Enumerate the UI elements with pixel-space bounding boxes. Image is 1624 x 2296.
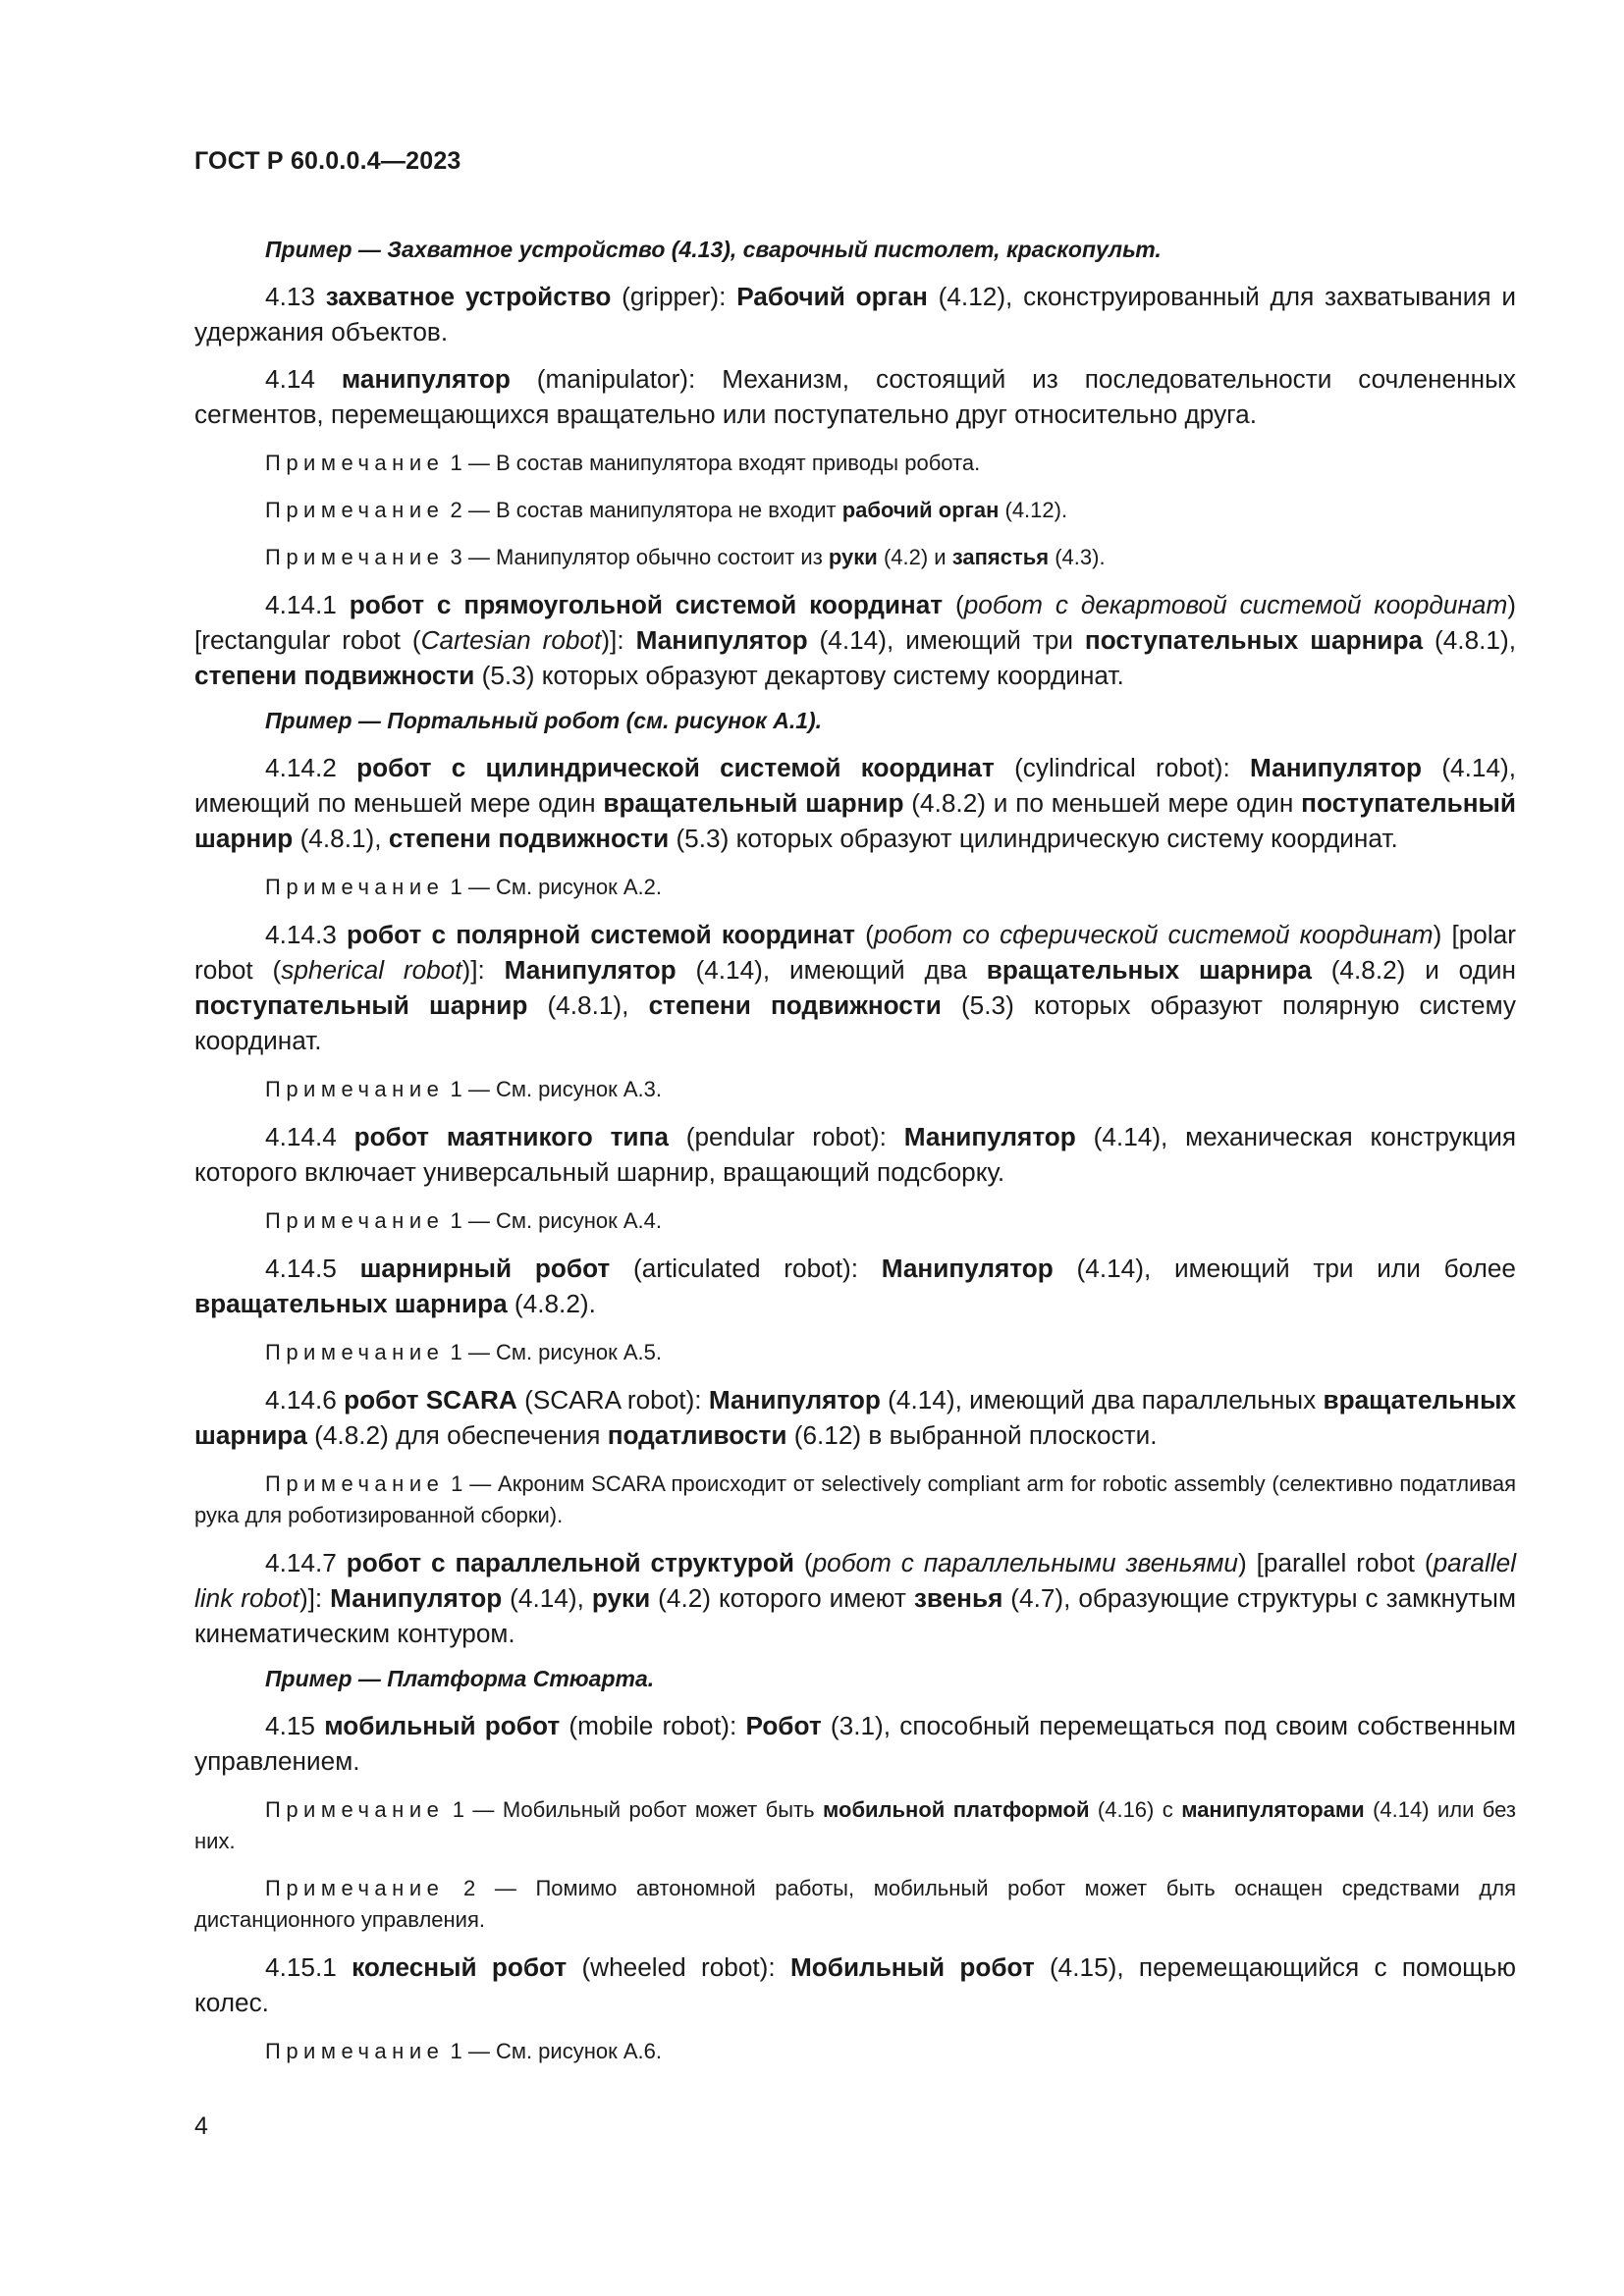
note-4-14-5-1: Примечание 1 — См. рисунок А.5. xyxy=(265,1340,662,1364)
term-4-14-6: 4.14.6 робот SCARA (SCARA robot): Манипулятор (4.14), имеющий два параллельных вращательных шарнира (4.8.2) для обеспечения податливости (6.12) в выбранной плоскости. xyxy=(194,1385,1517,1450)
term-4-15: 4.15 мобильный робот (mobile robot): Робот (3.1), способный перемещаться под своим собственным управлением. xyxy=(194,1711,1516,1776)
page-number: 4 xyxy=(194,2112,208,2140)
term-title: робот с прямоугольной системой координат xyxy=(349,590,944,619)
term-title: мобильный робот xyxy=(324,1711,561,1740)
standard-code-header: ГОСТ Р 60.0.0.4—2023 xyxy=(194,147,461,175)
document-body xyxy=(194,222,1516,2081)
term-title: робот с полярной системой координат xyxy=(346,920,855,949)
note-4-14-3: Примечание 3 — Манипулятор обычно состоит из руки (4.2) и запястья (4.3). xyxy=(265,545,1106,569)
example-4-14-7: Пример — Платформа Стюарта. xyxy=(265,1666,655,1691)
note-4-14-3-1: Примечание 1 — См. рисунок А.3. xyxy=(265,1077,662,1101)
term-title: колесный робот xyxy=(352,1952,568,1982)
note-4-14-6-1: Примечание 1 — Акроним SCARA происходит от selectively compliant arm for robotic assembly (селективно податливая рука для роботизированной сборки). xyxy=(194,1471,1516,1527)
term-title: захватное устройство xyxy=(325,282,612,311)
note-4-15-1-1: Примечание 1 — См. рисунок А.6. xyxy=(265,2039,662,2063)
term-title: робот с цилиндрической системой координат xyxy=(356,753,995,782)
note-4-14-4-1: Примечание 1 — См. рисунок А.4. xyxy=(265,1208,662,1233)
term-4-14-2: 4.14.2 робот с цилиндрической системой координат (cylindrical robot): Манипулятор (4.14), имеющий по меньшей мере один вращательный шарнир (4.8.2) и по меньшей мере один поступательный шарнир (4.8.1), степени подвижности (5.3) которых образуют цилиндрическую систему координат. xyxy=(194,753,1517,853)
term-title: робот SCARA xyxy=(344,1385,517,1415)
term-4-14: 4.14 манипулятор (manipulator): Механизм, состоящий из последовательности сочлененных сегментов, перемещающихся вращательно или поступательно друг относительно друга. xyxy=(194,364,1516,429)
note-4-14-2: Примечание 2 — В состав манипулятора не входит рабочий орган (4.12). xyxy=(265,498,1068,522)
note-4-15-1: Примечание 1 — Мобильный робот может быть мобильной платформой (4.16) с манипуляторами (4.14) или без них. xyxy=(194,1797,1517,1853)
term-4-14-1: 4.14.1 робот с прямоугольной системой координат (робот с декартовой системой координат) [rectangular robot (Cartesian robot)]: Манипулятор (4.14), имеющий три поступательных шарнира (4.8.1), степени подвижности (5.3) которых образуют декартову систему координат. xyxy=(194,590,1516,690)
term-4-14-7: 4.14.7 робот с параллельной структурой (робот с параллельными звеньями) [parallel robot (parallel link robot)]: Манипулятор (4.14), руки (4.2) которого имеют звенья (4.7), образующие структуры с замкнутым кинематическим контуром. xyxy=(194,1548,1517,1648)
term-4-14-3: 4.14.3 робот с полярной системой координат (робот со сферической системой координат) [polar robot (spherical robot)]: Манипулятор (4.14), имеющий два вращательных шарнира (4.8.2) и один поступательный шарнир (4.8.1), степени подвижности (5.3) которых образуют полярную систему координат. xyxy=(194,920,1517,1055)
term-title: робот маятникого типа xyxy=(353,1122,669,1151)
term-title: робот с параллельной структурой xyxy=(346,1548,794,1577)
term-title: шарнирный робот xyxy=(359,1254,611,1283)
note-4-15-2: Примечание 2 — Помимо автономной работы, мобильный робот может быть оснащен средствами для дистанционного управления. xyxy=(194,1876,1516,1932)
term-4-14-4: 4.14.4 робот маятникого типа (pendular robot): Манипулятор (4.14), механическая конструкция которого включает универсальный шарнир, вращающий подсборку. xyxy=(194,1122,1517,1187)
note-4-14-2-1: Примечание 1 — См. рисунок А.2. xyxy=(265,875,662,899)
note-4-14-1: Примечание 1 — В состав манипулятора входят приводы робота. xyxy=(265,451,981,475)
term-title: манипулятор xyxy=(341,364,511,394)
example-4-12: Пример — Захватное устройство (4.13), сварочный пистолет, краскопульт. xyxy=(265,237,1162,262)
term-4-15-1: 4.15.1 колесный робот (wheeled robot): Мобильный робот (4.15), перемещающийся с помощью колес. xyxy=(194,1952,1516,2017)
term-4-14-5: 4.14.5 шарнирный робот (articulated robot): Манипулятор (4.14), имеющий три или более вращательных шарнира (4.8.2). xyxy=(194,1254,1516,1318)
example-4-14-1: Пример — Портальный робот (см. рисунок А.1). xyxy=(265,708,823,733)
term-4-13: 4.13 захватное устройство (gripper): Рабочий орган (4.12), сконструированный для захватывания и удержания объектов. xyxy=(194,282,1516,347)
